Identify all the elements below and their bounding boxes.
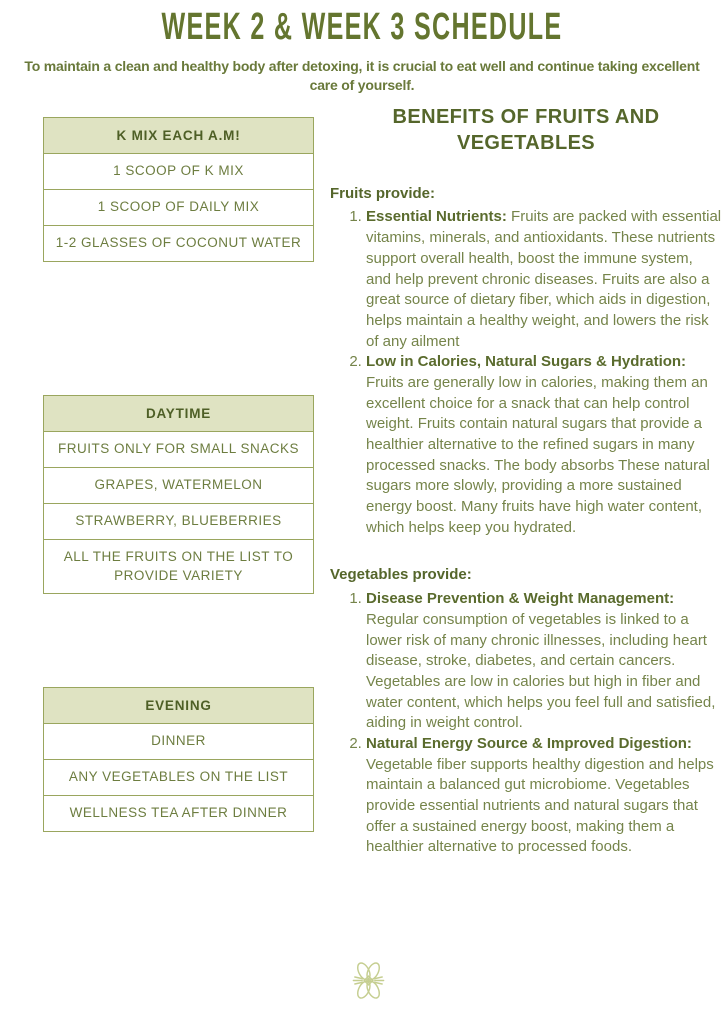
table-row: ALL THE FRUITS ON THE LIST TO PROVIDE VARIETY <box>63 548 294 583</box>
schedule-table-daytime <box>43 395 314 594</box>
table-header: K MIX EACH A.M! <box>44 118 313 154</box>
benefit-item: 1. Essential Nutrients: Fruits are packed with essential vitamins, minerals, and antioxidants. These nutrients support overall health, boost the immune system, and help prevent chronic diseases. Fruits are also a great source of dietary fiber, which aids in digestion, helps maintain a healthy weight, and lowers the risk of any ailment <box>366 207 722 352</box>
benefits-column <box>330 104 722 858</box>
table-body <box>44 154 313 261</box>
flower-ornament-icon <box>349 961 388 1001</box>
section-label-vegetables: Vegetables provide: <box>330 566 472 584</box>
schedule-table-kmix <box>43 117 314 262</box>
table-header: EVENING <box>44 688 313 724</box>
benefit-item: 1. Disease Prevention & Weight Management: Regular consumption of vegetables is linked to a lower risk of many chronic illnesses, including heart disease, stroke, diabetes, and certain cancers. Vegetables are low in calories but high in fiber and water content, which helps you feel full and satisfied, aiding in weight control. <box>366 589 722 734</box>
table-row: 1 SCOOP OF K MIX <box>44 154 313 190</box>
schedule-table-evening <box>43 687 314 832</box>
table-row: FRUITS ONLY FOR SMALL SNACKS <box>44 432 313 468</box>
table-body <box>44 724 313 831</box>
table-row: WELLNESS TEA AFTER DINNER <box>69 804 288 820</box>
benefits-heading: BENEFITS OF FRUITS AND VEGETABLES <box>392 106 660 155</box>
page-subtitle: To maintain a clean and healthy body after detoxing, it is crucial to eat well and continue taking excellent care of yourself. <box>24 58 700 94</box>
table-body <box>44 432 313 593</box>
benefit-list-vegetables <box>330 589 722 858</box>
table-row: 1 SCOOP OF DAILY MIX <box>44 190 313 226</box>
section-label-fruits: Fruits provide: <box>330 184 436 202</box>
table-header: DAYTIME <box>44 396 313 432</box>
table-row: STRAWBERRY, BLUEBERRIES <box>44 504 313 540</box>
benefit-item: 2. Natural Energy Source & Improved Digestion: Vegetable fiber supports healthy digestion and helps maintain a balanced gut microbiome. Vegetables provide essential nutrients and natural sugars that offer a sustained energy boost, making them a healthier alternative to processed foods. <box>366 734 722 858</box>
table-row: GRAPES, WATERMELON <box>44 468 313 504</box>
page-title: WEEK 2 & WEEK 3 SCHEDULE <box>161 6 563 48</box>
table-row: 1-2 GLASSES OF COCONUT WATER <box>55 234 302 250</box>
table-row: ANY VEGETABLES ON THE LIST <box>44 760 313 796</box>
benefit-item: 2. Low in Calories, Natural Sugars & Hydration: Fruits are generally low in calories, making them an excellent choice for a snack that can help control weight. Fruits contain natural sugars that provide a healthier alternative to the refined sugars in many processed snacks. The body absorbs These natural sugars more slowly, providing a more sustained energy boost. Many fruits have high water content, which helps keep you hydrated. <box>366 352 722 538</box>
table-row: DINNER <box>44 724 313 760</box>
benefit-list-fruits <box>330 207 722 538</box>
